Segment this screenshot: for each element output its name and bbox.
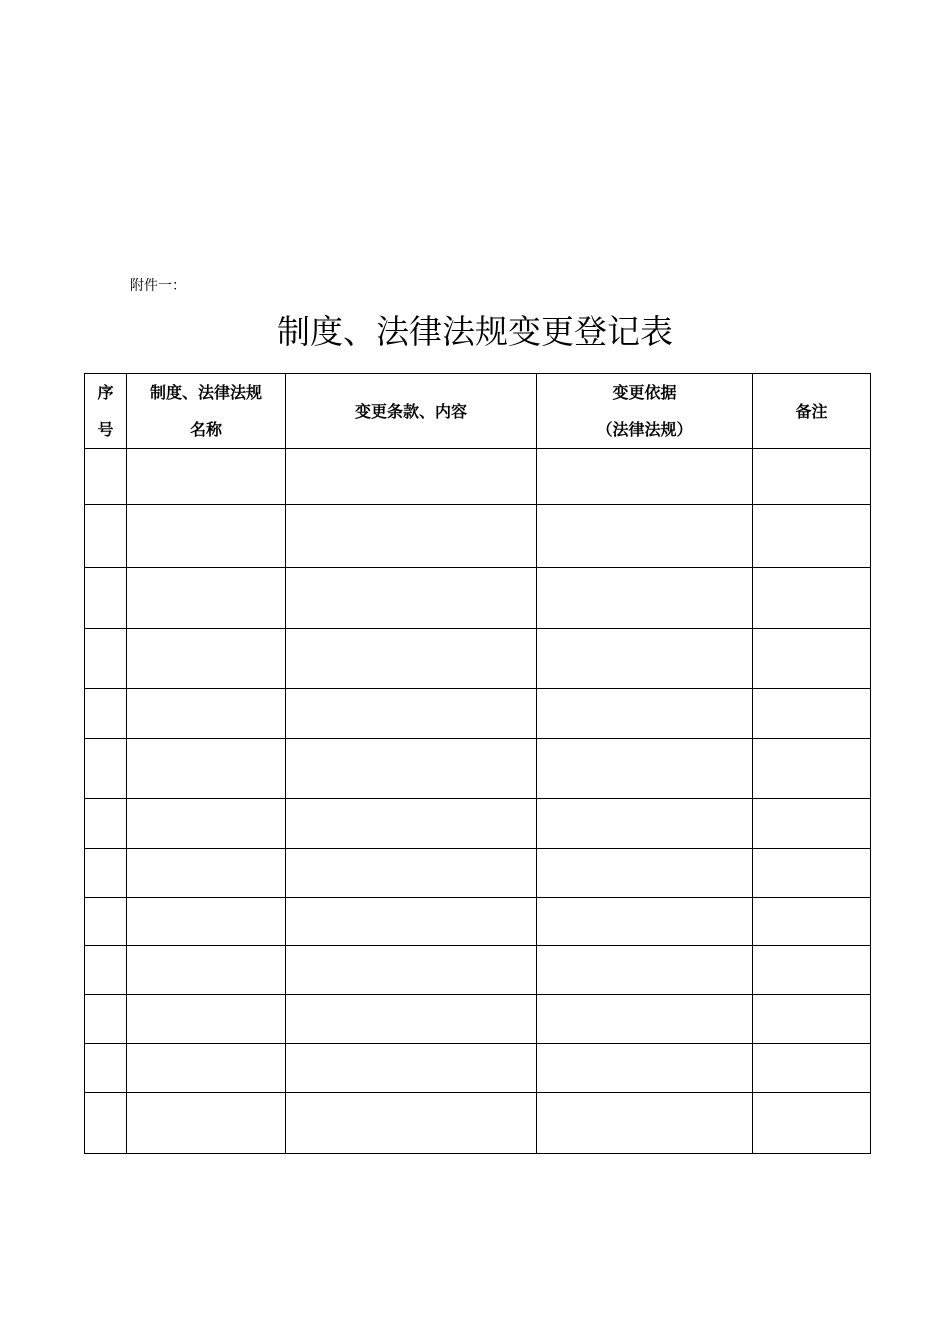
table-row bbox=[85, 799, 871, 849]
cell-change-content[interactable] bbox=[286, 629, 537, 689]
cell-change-content[interactable] bbox=[286, 505, 537, 568]
table-row bbox=[85, 629, 871, 689]
cell-regulation-name[interactable] bbox=[127, 946, 286, 995]
cell-change-content[interactable] bbox=[286, 739, 537, 799]
cell-remarks[interactable] bbox=[753, 568, 871, 629]
header-change-basis bbox=[537, 374, 753, 449]
cell-change-basis[interactable] bbox=[537, 799, 753, 849]
table-row bbox=[85, 689, 871, 739]
header-seq-line1: 序 bbox=[97, 383, 114, 402]
cell-change-content[interactable] bbox=[286, 849, 537, 898]
cell-change-content[interactable] bbox=[286, 689, 537, 739]
table-row bbox=[85, 898, 871, 946]
cell-seq[interactable] bbox=[85, 629, 127, 689]
cell-remarks[interactable] bbox=[753, 946, 871, 995]
cell-seq[interactable] bbox=[85, 739, 127, 799]
cell-change-basis[interactable] bbox=[537, 995, 753, 1044]
cell-change-content[interactable] bbox=[286, 995, 537, 1044]
header-basis-line1: 变更依据 bbox=[612, 383, 677, 402]
cell-seq[interactable] bbox=[85, 689, 127, 739]
cell-change-basis[interactable] bbox=[537, 946, 753, 995]
document-title: 制度、法律法规变更登记表 bbox=[277, 312, 673, 351]
cell-seq[interactable] bbox=[85, 849, 127, 898]
cell-regulation-name[interactable] bbox=[127, 1093, 286, 1154]
cell-regulation-name[interactable] bbox=[127, 689, 286, 739]
cell-seq[interactable] bbox=[85, 898, 127, 946]
header-remarks: 备注 bbox=[753, 374, 871, 449]
cell-regulation-name[interactable] bbox=[127, 898, 286, 946]
table-row bbox=[85, 739, 871, 799]
cell-change-content[interactable] bbox=[286, 568, 537, 629]
cell-change-content[interactable] bbox=[286, 1044, 537, 1093]
cell-seq[interactable] bbox=[85, 505, 127, 568]
cell-change-content[interactable] bbox=[286, 449, 537, 505]
cell-remarks[interactable] bbox=[753, 799, 871, 849]
cell-change-basis[interactable] bbox=[537, 1093, 753, 1154]
cell-regulation-name[interactable] bbox=[127, 849, 286, 898]
cell-seq[interactable] bbox=[85, 946, 127, 995]
cell-change-basis[interactable] bbox=[537, 629, 753, 689]
cell-regulation-name[interactable] bbox=[127, 629, 286, 689]
cell-seq[interactable] bbox=[85, 568, 127, 629]
table-row bbox=[85, 1093, 871, 1154]
cell-remarks[interactable] bbox=[753, 689, 871, 739]
cell-change-basis[interactable] bbox=[537, 898, 753, 946]
cell-remarks[interactable] bbox=[753, 1093, 871, 1154]
cell-regulation-name[interactable] bbox=[127, 995, 286, 1044]
cell-regulation-name[interactable] bbox=[127, 739, 286, 799]
cell-change-basis[interactable] bbox=[537, 849, 753, 898]
cell-seq[interactable] bbox=[85, 799, 127, 849]
cell-seq[interactable] bbox=[85, 1093, 127, 1154]
table-row bbox=[85, 849, 871, 898]
cell-regulation-name[interactable] bbox=[127, 568, 286, 629]
cell-remarks[interactable] bbox=[753, 1044, 871, 1093]
table-row bbox=[85, 995, 871, 1044]
header-seq-line2: 号 bbox=[97, 420, 114, 439]
table-row bbox=[85, 946, 871, 995]
cell-regulation-name[interactable] bbox=[127, 1044, 286, 1093]
table-row bbox=[85, 1044, 871, 1093]
cell-remarks[interactable] bbox=[753, 849, 871, 898]
cell-change-basis[interactable] bbox=[537, 1044, 753, 1093]
cell-regulation-name[interactable] bbox=[127, 799, 286, 849]
cell-remarks[interactable] bbox=[753, 995, 871, 1044]
cell-remarks[interactable] bbox=[753, 739, 871, 799]
cell-regulation-name[interactable] bbox=[127, 449, 286, 505]
cell-change-basis[interactable] bbox=[537, 505, 753, 568]
cell-change-content[interactable] bbox=[286, 898, 537, 946]
cell-change-basis[interactable] bbox=[537, 689, 753, 739]
cell-regulation-name[interactable] bbox=[127, 505, 286, 568]
header-seq bbox=[85, 374, 127, 449]
header-name-line2: 名称 bbox=[189, 420, 222, 439]
header-change-content: 变更条款、内容 bbox=[286, 374, 537, 449]
cell-change-content[interactable] bbox=[286, 946, 537, 995]
cell-seq[interactable] bbox=[85, 449, 127, 505]
cell-change-basis[interactable] bbox=[537, 449, 753, 505]
attachment-label: 附件一： bbox=[130, 278, 186, 294]
cell-change-content[interactable] bbox=[286, 1093, 537, 1154]
change-register-table bbox=[84, 373, 871, 1154]
header-regulation-name bbox=[127, 374, 286, 449]
cell-change-basis[interactable] bbox=[537, 568, 753, 629]
table-row bbox=[85, 505, 871, 568]
cell-remarks[interactable] bbox=[753, 629, 871, 689]
header-name-line1: 制度、法律法规 bbox=[149, 383, 262, 402]
cell-remarks[interactable] bbox=[753, 505, 871, 568]
cell-seq[interactable] bbox=[85, 995, 127, 1044]
table-header-row bbox=[85, 374, 871, 449]
cell-seq[interactable] bbox=[85, 1044, 127, 1093]
table-row bbox=[85, 568, 871, 629]
header-basis-line2: （法律法规） bbox=[596, 420, 693, 439]
cell-remarks[interactable] bbox=[753, 898, 871, 946]
cell-change-content[interactable] bbox=[286, 799, 537, 849]
cell-change-basis[interactable] bbox=[537, 739, 753, 799]
table-row bbox=[85, 449, 871, 505]
cell-remarks[interactable] bbox=[753, 449, 871, 505]
